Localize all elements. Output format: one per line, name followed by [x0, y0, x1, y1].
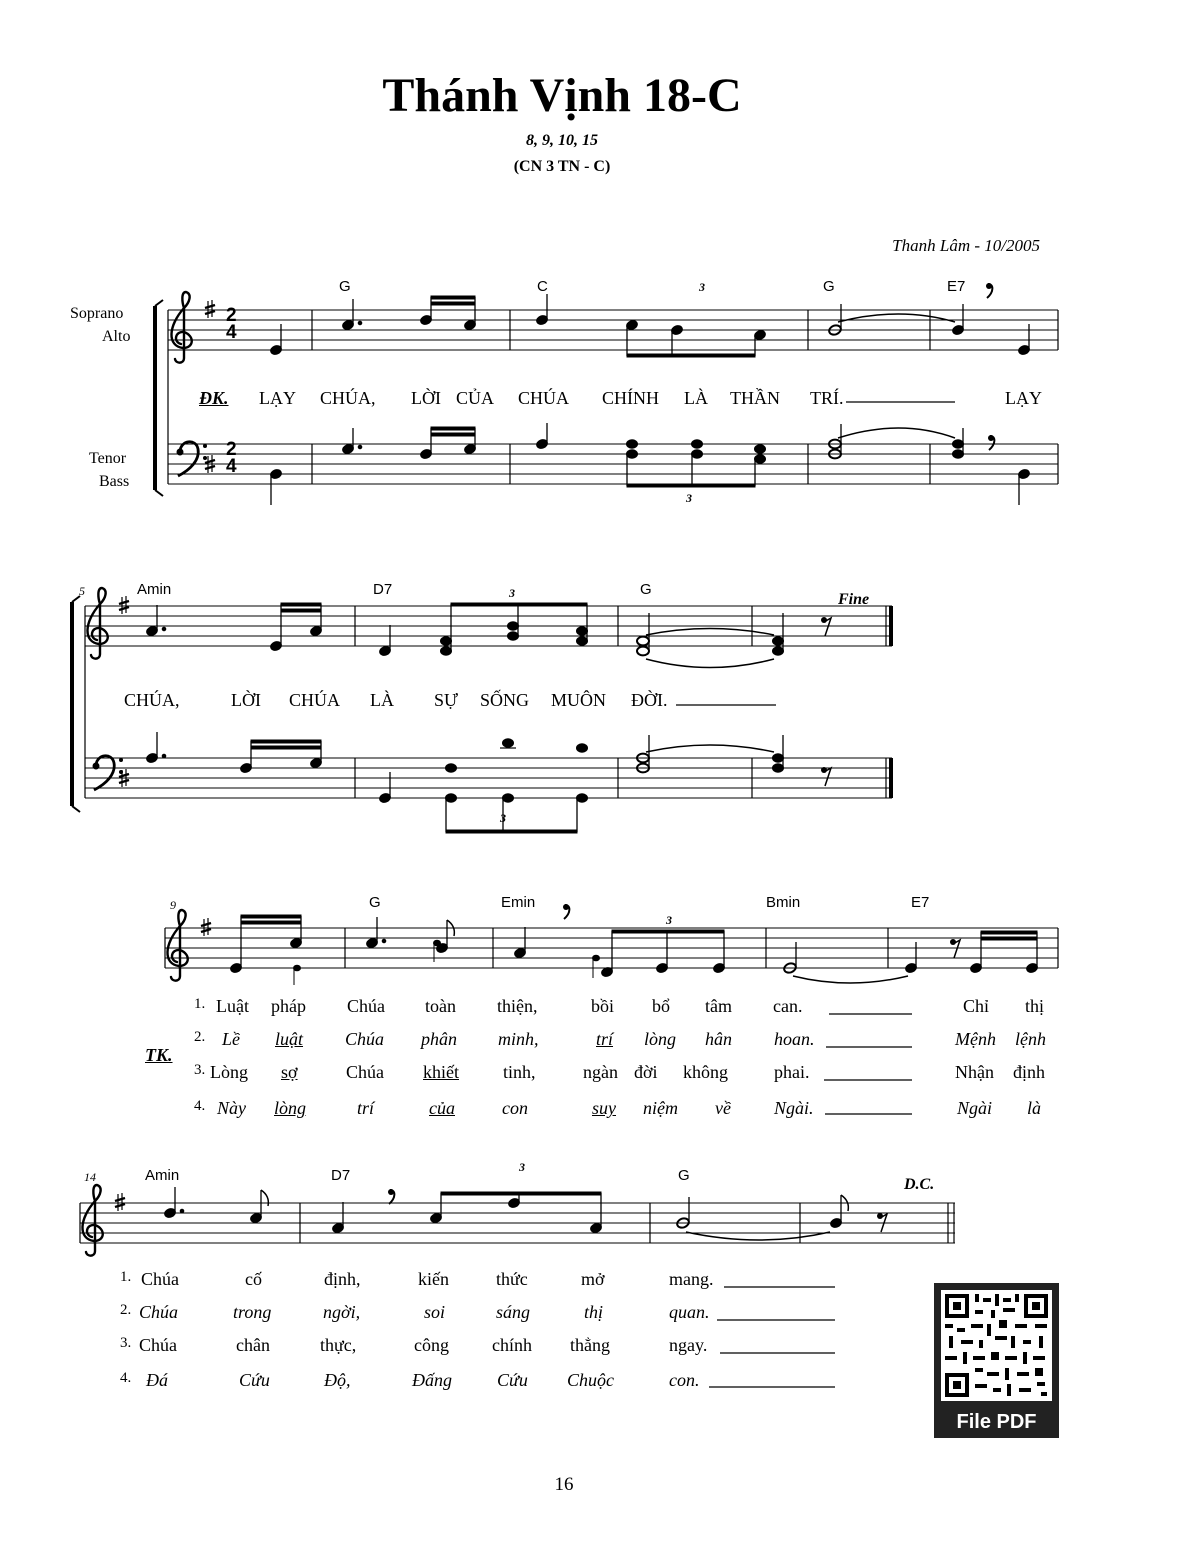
psalm-verses: 8, 9, 10, 15: [526, 132, 598, 149]
lyric: LẠY: [1005, 388, 1042, 408]
lyric: LỜI: [231, 690, 261, 710]
sharp-icon: [119, 596, 129, 614]
chord-symbol: G: [640, 581, 652, 598]
refrain-mark: ĐK.: [199, 388, 229, 408]
triplet-mark: 3: [500, 811, 506, 825]
chord-symbol: D7: [331, 1167, 351, 1184]
qr-code-pdf-link[interactable]: [934, 1283, 1059, 1438]
verse-mark: TK.: [145, 1045, 173, 1065]
chord-symbol: G: [823, 278, 835, 295]
lyric: TRÍ.: [810, 388, 844, 408]
system-bracket: [155, 300, 168, 496]
lyric: CỦA: [456, 388, 495, 408]
eighth-rest-icon: [821, 767, 831, 786]
triplet-mark: 3: [686, 491, 692, 505]
sheet-music-page: Thánh Vịnh 18-C 8, 9, 10, 15 (CN 3 TN - C) Thanh Lâm - 10/2005 Soprano Alto Tenor Bass 2 4 2 4 G C G E7 3 3 ĐK. LẠY CHÚA, LỜI CỦA CHÚA CHÍNH LÀ THẦN TRÍ. LẠY 5 Amin D7 G Fine 3 3 CHÚA, LỜI CHÚA LÀ SỰ SỐNG MUÔN ĐỜI. 9 G Emin Bmin E7 3 TK. 1. Luật pháp Chúa toàn thiện, bồi bổ tâm can. Chỉ thị 2. Lề luật Chúa phân minh, trí lòng hân hoan. Mệnh lệnh 3. Lòng sợ Chúa khiết tinh, ngàn đời không phai. Nhận định 4. Này lòng trí của con suy niệm về Ngài. Ngài là 14 Amin D7 G 3 D.C. 1. Chúa cố định, kiến thức mở mang. 2. Chúa trong ngời, soi sáng thị quan. 3. Chúa chân thực, công chính thẳng ngay. 4. Đá Cứu Độ, Đấng Cứu Chuộc con. File PDF 16: [0, 0, 1200, 1553]
breath-mark-icon: [988, 435, 994, 450]
measure-number: 9: [170, 898, 176, 912]
lyric: CHÚA: [518, 388, 570, 408]
bass-clef-icon: [177, 442, 208, 476]
sharp-icon: [201, 918, 211, 936]
page-number: 16: [554, 1474, 574, 1495]
time-signature-treble: 2 4: [226, 305, 237, 343]
treble-clef-icon: [82, 1185, 102, 1256]
lyric: CHÚA,: [124, 690, 180, 710]
chord-symbol: Amin: [145, 1167, 180, 1184]
part-label-tenor: Tenor: [89, 450, 127, 467]
measure-number: 5: [79, 584, 85, 598]
lyric: THẦN: [730, 388, 780, 408]
triplet-mark: 3: [519, 1160, 525, 1174]
notes-soprano-alto: [269, 294, 1030, 357]
triplet-mark: 3: [699, 280, 705, 294]
qr-code-icon: [941, 1290, 1052, 1401]
chord-symbol: E7: [911, 894, 930, 911]
lyric: LẠY: [259, 388, 296, 408]
lyric: LÀ: [370, 690, 394, 710]
page-title: Thánh Vịnh 18-C: [382, 69, 742, 122]
composer-credit: Thanh Lâm - 10/2005: [892, 236, 1040, 255]
lyric: ĐỜI.: [631, 690, 668, 710]
time-signature-bass: 2 4: [226, 439, 237, 477]
chord-symbol: Amin: [137, 581, 172, 598]
triplet-mark: 3: [666, 913, 672, 927]
chord-symbol: G: [339, 278, 351, 295]
part-label-bass: Bass: [99, 473, 130, 490]
bass-clef-icon: [93, 756, 124, 790]
chord-symbol: E7: [947, 278, 966, 295]
treble-clef-icon: [171, 292, 191, 363]
triplet-mark: 3: [509, 586, 515, 600]
measure-number: 14: [84, 1170, 96, 1184]
sharp-icon: [115, 1193, 125, 1211]
chord-symbol: Emin: [501, 894, 536, 911]
lyric: LỜI: [411, 388, 441, 408]
dc-mark: D.C.: [904, 1176, 935, 1193]
chord-symbol: G: [369, 894, 381, 911]
chord-symbol: Bmin: [766, 894, 801, 911]
sharp-icon: [205, 300, 215, 318]
part-label-alto: Alto: [102, 328, 131, 345]
lyric: SỐNG: [480, 690, 530, 710]
breath-mark-icon: [388, 1189, 394, 1204]
lyric: LÀ: [684, 388, 708, 408]
lyric: CHÚA,: [320, 388, 376, 408]
breath-mark-icon: [986, 283, 992, 298]
melisma-lines: [824, 1014, 912, 1114]
chord-symbol: G: [678, 1167, 690, 1184]
treble-clef-icon: [167, 910, 187, 981]
qr-label: File PDF: [956, 1411, 1037, 1433]
lyric: CHÍNH: [602, 388, 659, 408]
lyric: SỰ: [434, 690, 458, 710]
part-label-soprano: Soprano: [70, 305, 124, 322]
chord-symbol: C: [537, 278, 548, 295]
chord-symbol: D7: [373, 581, 393, 598]
treble-clef-icon: [87, 588, 107, 659]
fine-mark: Fine: [838, 591, 870, 608]
liturgical-occasion: (CN 3 TN - C): [513, 158, 611, 175]
breath-mark-icon: [563, 904, 569, 919]
melisma-lines: [709, 1287, 835, 1387]
lyric: CHÚA: [289, 690, 341, 710]
lyric: MUÔN: [551, 690, 607, 710]
